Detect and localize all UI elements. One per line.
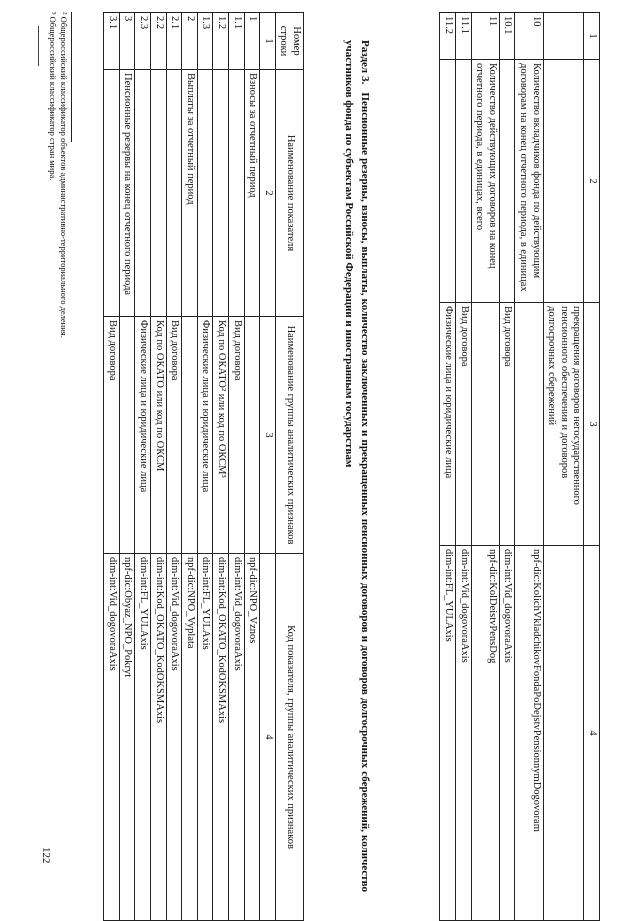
header-cell: Наименование группы аналитических признаков bbox=[275, 317, 303, 554]
header-cell: Номер строки bbox=[275, 13, 303, 70]
section-title: Пенсионные резервы, взносы, выплаты, количество заключенных и прекращенных пенсионных договоров и договоров долгосрочных сбережений, количество участников фонда по субъектам Российской Федерации и иностранным государствам bbox=[343, 40, 371, 892]
table-row bbox=[499, 13, 515, 921]
table-row bbox=[244, 13, 260, 921]
table-row bbox=[104, 13, 120, 921]
indicator-code: dim-int:Vid_dogovoraAxis bbox=[229, 554, 245, 921]
table-row bbox=[213, 13, 229, 921]
column-number: 3 bbox=[260, 317, 276, 554]
table-row bbox=[456, 13, 472, 921]
attribute-group: Код по ОКАТО² или код по ОКСМ³ bbox=[213, 317, 229, 554]
row-number: 10.1 bbox=[499, 13, 515, 60]
row-number: 2.3 bbox=[135, 13, 151, 70]
attribute-group: Физические лица и юридические лица bbox=[440, 303, 456, 546]
indicator-code: dim-int:Vid_dogovoraAxis bbox=[499, 546, 515, 921]
section-label: Раздел 3. bbox=[359, 40, 371, 85]
row-number: 3.1 bbox=[104, 13, 120, 70]
header-cell: Код показателя, группы аналитических признаков bbox=[275, 554, 303, 921]
indicator-name bbox=[104, 70, 120, 317]
table-row bbox=[166, 13, 182, 921]
row-number: 11.2 bbox=[440, 13, 456, 60]
indicator-name bbox=[499, 60, 515, 303]
indicator-name bbox=[456, 60, 472, 303]
indicator-name bbox=[151, 70, 167, 317]
row-number: 3 bbox=[119, 13, 135, 70]
row-number: 11 bbox=[471, 13, 499, 60]
indicator-code: npf-dic:NPO_Vznos bbox=[244, 554, 260, 921]
indicator-name bbox=[440, 60, 456, 303]
header-cell: 2 bbox=[584, 60, 600, 303]
indicator-code: npf-dic:KolDeistvPensDog bbox=[471, 546, 499, 921]
footnote-oksm: ³ Общероссийский классификатор стран мира. bbox=[47, 12, 58, 181]
attribute-group: Вид договора bbox=[229, 317, 245, 554]
row-number: 10 bbox=[515, 13, 543, 60]
attribute-group: Вид договора bbox=[499, 303, 515, 546]
indicator-name: Пенсионные резервы на конец отчетного периода bbox=[119, 70, 135, 317]
indicator-code: dim-int:FL_YULAxis bbox=[197, 554, 213, 921]
page-number: 122 bbox=[40, 847, 52, 864]
indicator-code: npf-dic:KolichVkladchikovFondaPoDejstvPensionnymDogovoram bbox=[515, 546, 543, 921]
table-header-row bbox=[275, 13, 303, 921]
indicator-name bbox=[213, 70, 229, 317]
table-row bbox=[440, 13, 456, 921]
indicator-code: dim-int:Kod_OKATO_KodOKSMAxis bbox=[213, 554, 229, 921]
row-number: 1.1 bbox=[229, 13, 245, 70]
indicator-name: Количество действующих договоров на конец отчетного периода, в единицах, всего bbox=[471, 60, 499, 303]
table-row bbox=[182, 13, 198, 921]
table-row bbox=[119, 13, 135, 921]
table-row bbox=[543, 13, 584, 921]
attribute-group: Вид договора bbox=[104, 317, 120, 554]
row-number: 1.2 bbox=[213, 13, 229, 70]
attribute-group: Код по ОКАТО или код по ОКСМ bbox=[151, 317, 167, 554]
row-number: 11.1 bbox=[456, 13, 472, 60]
indicator-code: dim-int:Vid_dogovoraAxis bbox=[104, 554, 120, 921]
attribute-group bbox=[182, 317, 198, 554]
indicator-name bbox=[135, 70, 151, 317]
indicator-name bbox=[197, 70, 213, 317]
attribute-group bbox=[471, 303, 499, 546]
indicator-code bbox=[543, 546, 584, 921]
attribute-group: Физические лица и юридические лица bbox=[197, 317, 213, 554]
table-row bbox=[197, 13, 213, 921]
column-number-row bbox=[260, 13, 276, 921]
attribute-group bbox=[515, 303, 543, 546]
table-row bbox=[151, 13, 167, 921]
indicator-name bbox=[166, 70, 182, 317]
indicator-name bbox=[229, 70, 245, 317]
section3-table bbox=[103, 12, 304, 921]
table-row bbox=[229, 13, 245, 921]
section-heading bbox=[340, 40, 372, 892]
row-number: 1.3 bbox=[197, 13, 213, 70]
header-cell: 1 bbox=[584, 13, 600, 60]
indicator-name: Выплаты за отчетный период bbox=[182, 70, 198, 317]
column-number: 2 bbox=[260, 70, 276, 317]
header-cell: Наименование показателя bbox=[275, 70, 303, 317]
indicator-code: dim-int:Vid_dogovoraAxis bbox=[456, 546, 472, 921]
row-number: 2.2 bbox=[151, 13, 167, 70]
column-number: 1 bbox=[260, 13, 276, 70]
column-number: 4 bbox=[260, 554, 276, 921]
indicator-code: npf-dic:NPO_Vyplata bbox=[182, 554, 198, 921]
indicator-name: Взносы за отчетный период bbox=[244, 70, 260, 317]
attribute-group: прекращения договоров негосударственного пенсионного обеспечения и договоров долгосрочных сбережений bbox=[543, 303, 584, 546]
header-cell: 3 bbox=[584, 303, 600, 546]
header-cell: 4 bbox=[584, 546, 600, 921]
footnotes bbox=[46, 12, 72, 892]
row-number bbox=[543, 13, 584, 60]
indicator-code: dim-int:Kod_OKATO_KodOKSMAxis bbox=[151, 554, 167, 921]
indicator-code: npf-dic:Obyaz_NPO_Pokryt bbox=[119, 554, 135, 921]
attribute-group: Вид договора bbox=[166, 317, 182, 554]
row-number: 1 bbox=[244, 13, 260, 70]
footnote-okato: ² Общероссийский классификатор объектов административно-территориального деления. bbox=[59, 12, 69, 338]
indicator-table-continued bbox=[439, 12, 600, 921]
footnote-divider bbox=[71, 12, 72, 142]
indicator-name bbox=[543, 60, 584, 303]
row-number: 2 bbox=[182, 13, 198, 70]
attribute-group: Физические лица и юридические лица bbox=[135, 317, 151, 554]
indicator-code: dim-int:FL_YULAxis bbox=[135, 554, 151, 921]
attribute-group bbox=[244, 317, 260, 554]
table-row bbox=[471, 13, 499, 921]
table-row bbox=[515, 13, 543, 921]
indicator-code: dim-int:FL_YULAxis bbox=[440, 546, 456, 921]
rotated-content bbox=[0, 12, 600, 892]
row-number: 2.1 bbox=[166, 13, 182, 70]
table-header-row bbox=[584, 13, 600, 921]
indicator-code: dim-int:Vid_dogovoraAxis bbox=[166, 554, 182, 921]
indicator-name: Количество вкладчиков фонда по действующим договорам на конец отчетного периода, в единицах bbox=[515, 60, 543, 303]
attribute-group: Вид договора bbox=[456, 303, 472, 546]
attribute-group bbox=[119, 317, 135, 554]
table-row bbox=[135, 13, 151, 921]
